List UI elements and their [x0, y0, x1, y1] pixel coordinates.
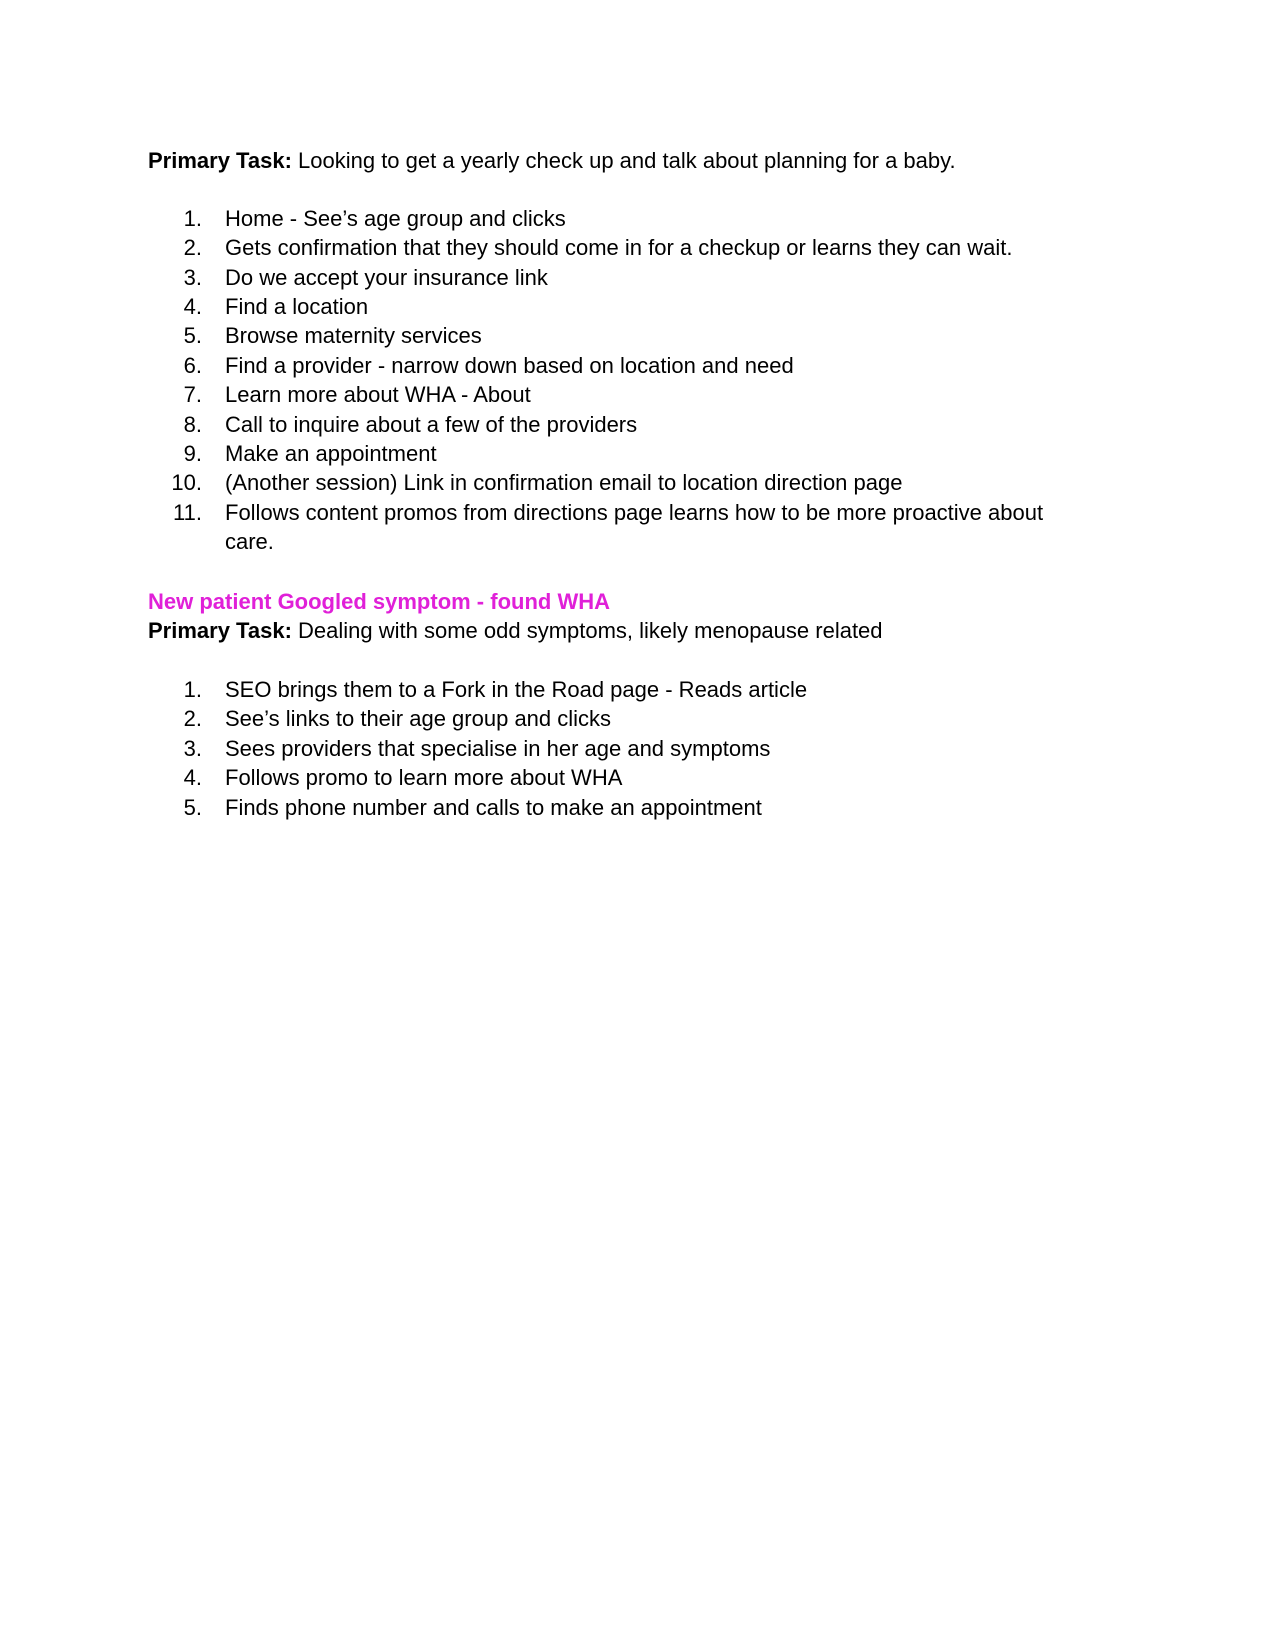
- list-number: 4.: [183, 294, 202, 319]
- list-number: 11.: [173, 500, 202, 525]
- list-number: 2.: [183, 706, 202, 731]
- list-text: Make an appointment: [225, 441, 437, 466]
- section-heading: New patient Googled symptom - found WHA: [148, 589, 610, 614]
- list-number: 3.: [183, 265, 202, 290]
- list-number: 6.: [183, 353, 202, 378]
- list-text: (Another session) Link in confirmation email to location direction page: [225, 470, 903, 495]
- list-number: 10.: [171, 470, 202, 495]
- list-text: See’s links to their age group and clicks: [225, 706, 612, 731]
- list-number: 5.: [183, 795, 202, 820]
- primary-task-text: Dealing with some odd symptoms, likely menopause related: [291, 618, 883, 643]
- list-text: Follows content promos from directions page learns how to be more proactive about care.: [225, 500, 1044, 554]
- list-text: Call to inquire about a few of the providers: [225, 412, 638, 437]
- list-number: 5.: [183, 323, 202, 348]
- list-number: 8.: [183, 412, 202, 437]
- primary-task-text: Looking to get a yearly check up and talk about planning for a baby.: [291, 148, 956, 173]
- list-number: 9.: [183, 441, 202, 466]
- list-number: 1.: [183, 677, 202, 702]
- list-text: Find a location: [225, 294, 369, 319]
- primary-task-line: [148, 146, 956, 175]
- list-number: 2.: [183, 235, 202, 260]
- list-text: Find a provider - narrow down based on location and need: [225, 353, 794, 378]
- list-text: Gets confirmation that they should come in for a checkup or learns they can wait.: [225, 235, 1013, 260]
- list-text: SEO brings them to a Fork in the Road page - Reads article: [225, 677, 808, 702]
- list-text: Browse maternity services: [225, 323, 482, 348]
- primary-task-label: Primary Task:: [148, 618, 292, 643]
- list-text: Follows promo to learn more about WHA: [225, 765, 623, 790]
- list-number: 7.: [183, 382, 202, 407]
- list-text: Finds phone number and calls to make an appointment: [225, 795, 762, 820]
- list-text: Sees providers that specialise in her age and symptoms: [225, 736, 771, 761]
- list-text: Learn more about WHA - About: [225, 382, 531, 407]
- list-text: Do we accept your insurance link: [225, 265, 548, 290]
- primary-task-label: Primary Task:: [148, 148, 292, 173]
- list-number: 3.: [183, 736, 202, 761]
- list-number: 4.: [183, 765, 202, 790]
- primary-task-line: [148, 616, 883, 645]
- list-text: Home - See’s age group and clicks: [225, 206, 566, 231]
- list-number: 1.: [183, 206, 202, 231]
